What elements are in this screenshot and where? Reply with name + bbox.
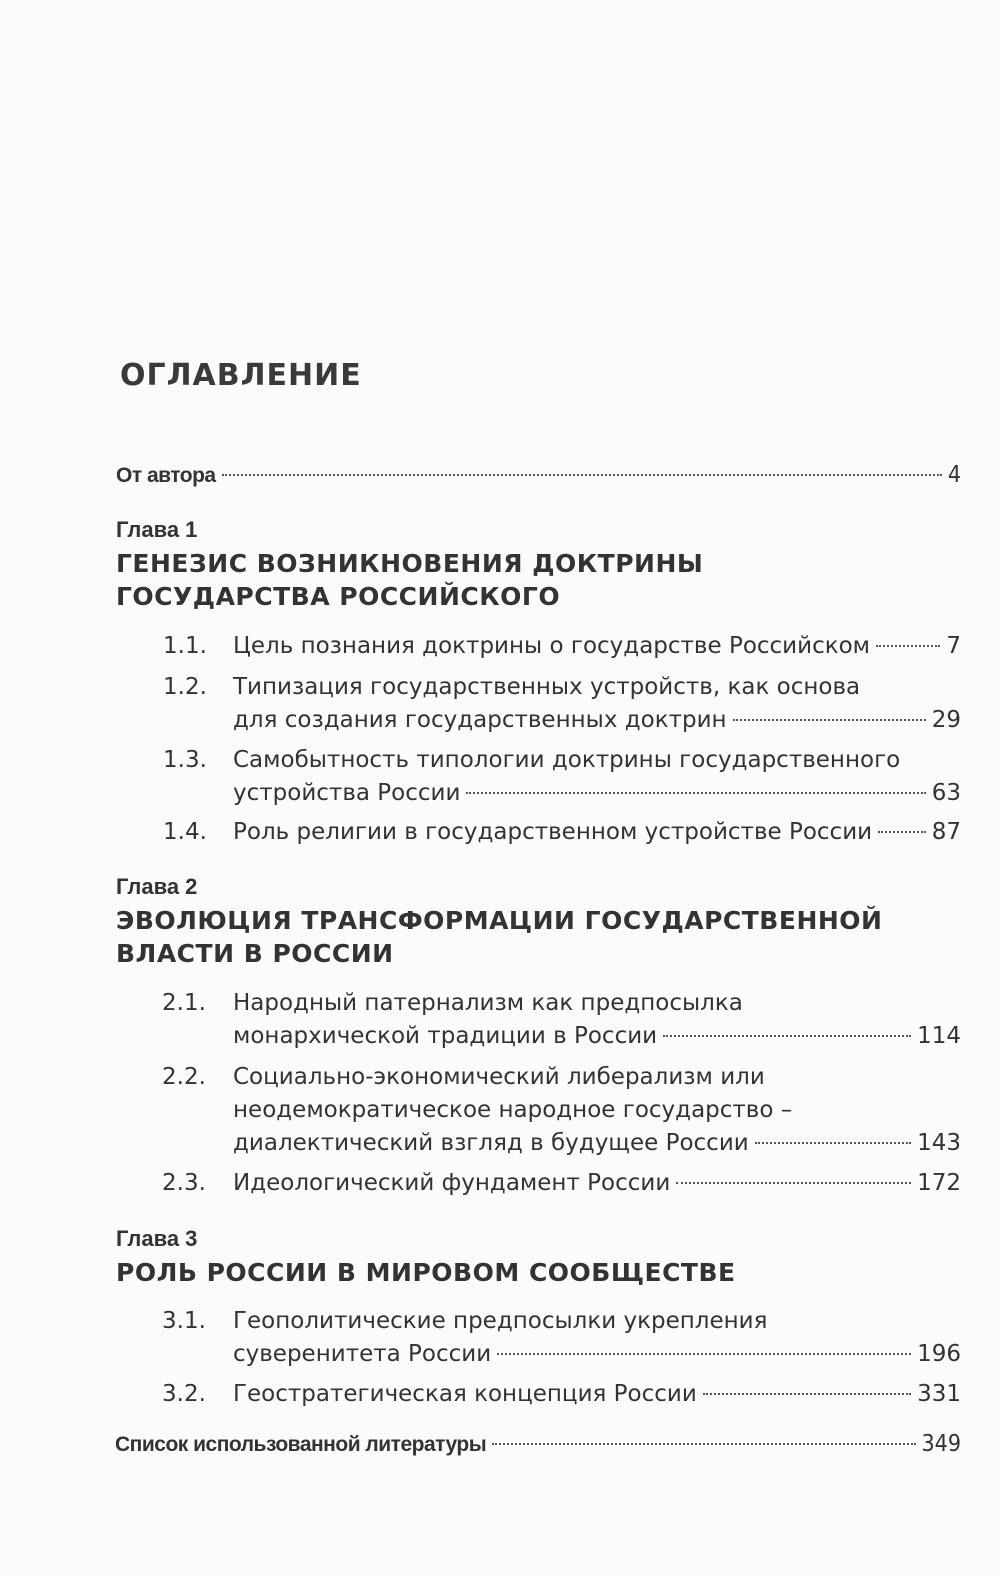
section-number: 1.3. (163, 747, 207, 773)
chapter-label: Глава 1 (116, 517, 198, 542)
toc-entry-label: монархической традиции в России (233, 1023, 658, 1049)
toc-entry-label: устройства России (233, 780, 461, 806)
toc-entry-label: Цель познания доктрины о государстве Российском (233, 633, 871, 659)
toc-entry-page: 143 (917, 1130, 961, 1156)
toc-entry-page: 172 (917, 1170, 961, 1196)
dot-leader (466, 792, 925, 794)
toc-entry-label: суверенитета России (233, 1341, 492, 1367)
chapter-label: Глава 2 (116, 874, 198, 899)
toc-entry-page: 114 (917, 1023, 961, 1049)
section-number: 2.1. (162, 990, 206, 1016)
toc-entry-label: Социально-экономический либерализм или (233, 1064, 765, 1090)
toc-entry-label: диалектический взгляд в будущее России (233, 1130, 749, 1156)
chapter-title-line: ВЛАСТИ В РОССИИ (116, 939, 394, 968)
section-number: 1.4. (163, 819, 207, 845)
toc-entry-section[interactable] (233, 816, 961, 849)
toc-entry-label: неодемократическое народное государство – (233, 1097, 793, 1123)
toc-entry-label: Типизация государственных устройств, как основа (233, 674, 861, 700)
dot-leader (733, 719, 926, 721)
chapter-title-line: ГОСУДАРСТВА РОССИЙСКОГО (116, 582, 561, 611)
dot-leader (876, 645, 940, 647)
toc-entry-page: 331 (917, 1381, 961, 1407)
toc-entry-section[interactable] (233, 777, 961, 810)
dot-leader (878, 831, 926, 833)
toc-entry-section[interactable] (233, 1338, 961, 1371)
toc-entry-section[interactable] (233, 704, 961, 737)
dot-leader (663, 1035, 911, 1037)
dot-leader (676, 1182, 911, 1184)
toc-entry-page: 4 (947, 462, 961, 488)
section-number: 1.2. (163, 674, 207, 700)
toc-entry-label: Список использованной литературы (115, 1433, 487, 1456)
toc-entry-from-author[interactable] (116, 459, 961, 492)
dot-leader (492, 1443, 915, 1445)
toc-entry-label: От автора (116, 464, 216, 487)
toc-entry-section[interactable] (233, 1167, 961, 1200)
toc-entry-label: для создания государственных доктрин (233, 707, 727, 733)
toc-title: ОГЛАВЛЕНИЕ (120, 358, 362, 393)
toc-entry-label: Идеологический фундамент России (233, 1170, 671, 1196)
chapter-title-line: ГЕНЕЗИС ВОЗНИКНОВЕНИЯ ДОКТРИНЫ (116, 549, 704, 578)
toc-entry-label: Геополитические предпосылки укрепления (233, 1308, 768, 1334)
chapter-title-line: ЭВОЛЮЦИЯ ТРАНСФОРМАЦИИ ГОСУДАРСТВЕННОЙ (116, 906, 883, 935)
chapter-title-line: РОЛЬ РОССИИ В МИРОВОМ СООБЩЕСТВЕ (116, 1258, 736, 1287)
toc-entry-section[interactable] (233, 1127, 961, 1160)
dot-leader (222, 474, 942, 476)
section-number: 2.2. (162, 1064, 206, 1090)
section-number: 3.1. (162, 1308, 206, 1334)
toc-entry-section[interactable] (233, 1378, 961, 1411)
toc-entry-page: 63 (931, 780, 961, 806)
dot-leader (755, 1142, 911, 1144)
toc-entry-page: 7 (946, 633, 961, 659)
section-number: 3.2. (162, 1381, 206, 1407)
toc-entry-section[interactable] (233, 630, 961, 663)
toc-entry-label: Народный патернализм как предпосылка (233, 990, 743, 1016)
toc-entry-label: Роль религии в государственном устройстве России (233, 819, 873, 845)
toc-entry-page: 29 (931, 707, 961, 733)
toc-entry-references[interactable] (115, 1428, 961, 1461)
dot-leader (497, 1353, 911, 1355)
toc-entry-page: 87 (931, 819, 961, 845)
toc-entry-page: 349 (921, 1431, 961, 1457)
toc-entry-section[interactable] (233, 1020, 961, 1053)
toc-entry-label: Геостратегическая концепция России (233, 1381, 697, 1407)
section-number: 2.3. (162, 1170, 206, 1196)
chapter-label: Глава 3 (116, 1226, 198, 1251)
toc-entry-label: Самобытность типологии доктрины государственного (233, 747, 901, 773)
toc-entry-page: 196 (917, 1341, 961, 1367)
dot-leader (703, 1393, 911, 1395)
section-number: 1.1. (163, 633, 207, 659)
